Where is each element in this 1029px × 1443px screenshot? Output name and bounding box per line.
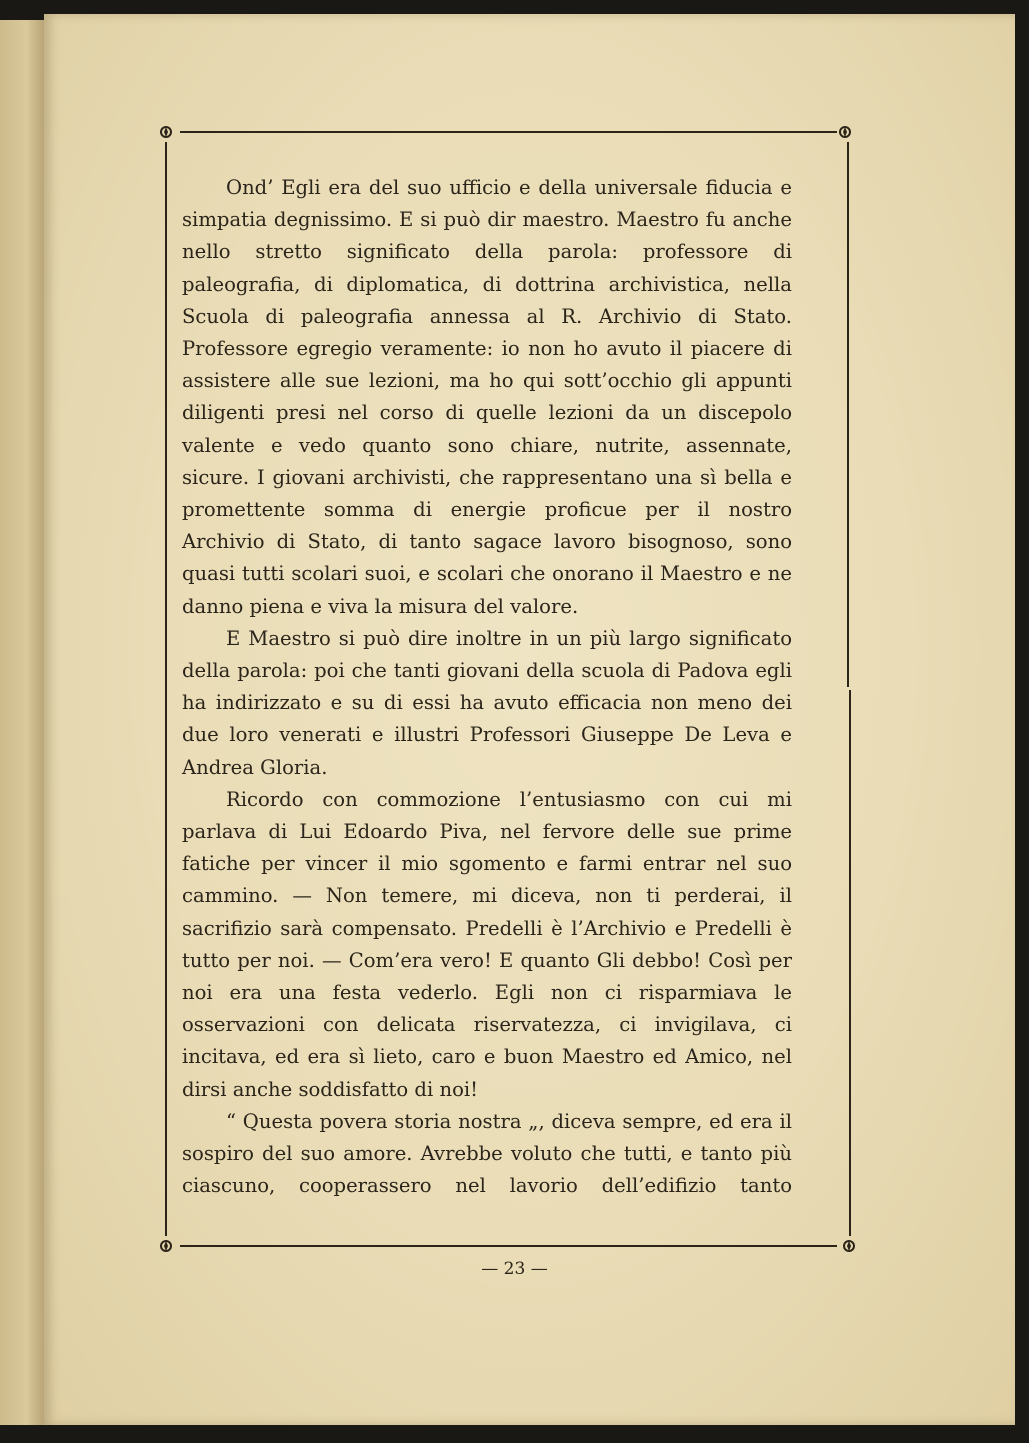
paragraph: Ricordo con commozione l’entusiasmo con cui mi parlava di Lui Edoardo Piva, nel fervore delle sue prime fatiche per vincer il mio sgomento e farmi entrar nel suo cammino. — Non temere, mi diceva, non ti perderai, il sacrifizio sarà compensato. Predelli è l’Archivio e Predelli è tutto per noi. — Com’era vero! E quanto Gli debbo! Così per noi era una festa vederlo. Egli non ci risparmiava le osservazioni con delicata riservatezza, ci invigilava, ci incitava, ed era sì lieto, caro e buon Maestro ed Amico, nel dirsi anche soddisfatto di noi! <box>182 787 792 1101</box>
corner-ornament-icon <box>159 125 173 139</box>
frame-top-rule <box>180 131 837 133</box>
body-text <box>182 172 792 1203</box>
corner-ornament-icon <box>838 125 852 139</box>
left-page-edge <box>0 20 44 1425</box>
paragraph: “ Questa povera storia nostra „, diceva sempre, ed era il sospiro del suo amore. Avrebbe voluto che tutti, e tanto più ciascuno, cooperassero nel lavorio dell’edifizio tanto <box>182 1109 792 1198</box>
corner-ornament-icon <box>842 1239 856 1253</box>
frame-right-rule-lower <box>849 690 851 1236</box>
frame-bottom-rule <box>180 1245 837 1247</box>
paragraph: Ond’ Egli era del suo ufficio e della universale fiducia e simpatia degnissimo. E si può dir maestro. Maestro fu anche nello stretto significato della parola: professore di paleografia, di diplomatica, di dottrina archivistica, nella Scuola di paleografia annessa al R. Archivio di Stato. Professore egregio veramente: io non ho avuto il piacere di assistere alle sue lezioni, ma ho qui sott’occhio gli appunti diligenti presi nel corso di quelle lezioni da un discepolo valente e vedo quanto sono chiare, nutrite, assennate, sicure. I giovani archivisti, che rappresentano una sì bella e promettente somma di energie proficue per il nostro Archivio di Stato, di tanto sagace lavoro bisognoso, sono quasi tutti scolari suoi, e scolari che onorano il Maestro e ne danno piena e viva la misura del valore. <box>182 176 792 618</box>
page-number: — 23 — <box>481 1259 548 1279</box>
corner-ornament-icon <box>159 1239 173 1253</box>
frame-left-rule <box>165 142 167 1236</box>
frame-right-rule-upper <box>847 142 849 687</box>
paragraph: E Maestro si può dire inoltre in un più largo significato della parola: poi che tanti giovani della scuola di Padova egli ha indirizzato e su di essi ha avuto efficacia non meno dei due loro venerati e illustri Professori Giuseppe De Leva e Andrea Gloria. <box>182 626 792 779</box>
